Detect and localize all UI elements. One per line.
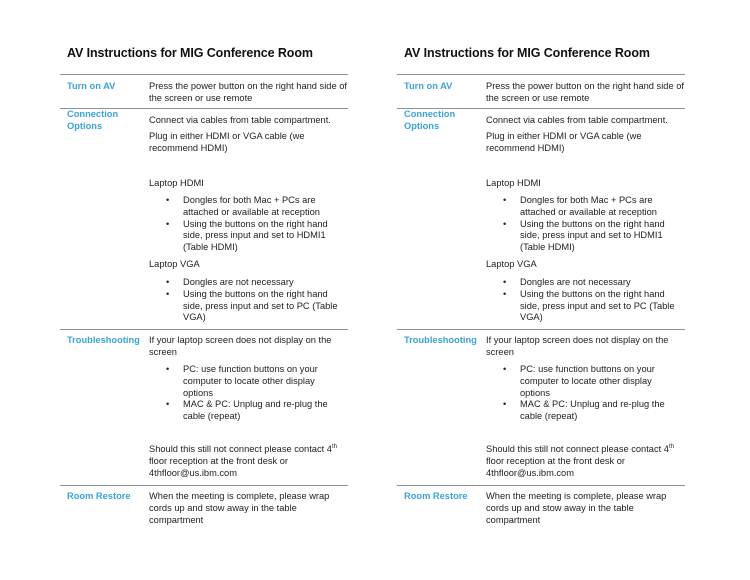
- laptop-vga-heading: Laptop VGA: [486, 259, 537, 269]
- contact-text: [149, 444, 349, 479]
- list-item: • PC: use function buttons on your computer to locate other display options: [166, 364, 346, 399]
- connection-options-label: [67, 109, 118, 132]
- room-restore-label: Room Restore: [67, 491, 131, 501]
- troubleshooting-label: Troubleshooting: [404, 335, 477, 345]
- list-item: • Using the buttons on the right hand side, press input and set to PC (Table VGA): [166, 289, 346, 324]
- contact-text-pre: Should this still not connect please contact 4: [486, 444, 669, 454]
- troubleshooting-text: If your laptop screen does not display on the screen: [149, 335, 332, 357]
- turn-on-av-label: Turn on AV: [67, 81, 116, 91]
- connection-text-1: Connect via cables from table compartment.: [486, 115, 668, 125]
- troubleshooting-text: If your laptop screen does not display on the screen: [486, 335, 669, 357]
- divider: [60, 74, 348, 75]
- list-item: • Dongles for both Mac + PCs are attached or available at reception: [166, 195, 346, 219]
- list-item: • Using the buttons on the right hand side, press input and set to HDMI1 (Table HDMI): [503, 219, 683, 254]
- hdmi-bullet-list: [166, 195, 346, 254]
- contact-text-sup: th: [331, 443, 337, 450]
- connection-options-label-line2: Options: [404, 120, 440, 131]
- divider: [60, 485, 348, 486]
- divider: [60, 329, 348, 330]
- connection-text-2: Plug in either HDMI or VGA cable (we recommend HDMI): [486, 131, 642, 153]
- contact-text: [486, 444, 686, 479]
- contact-text-post: floor reception at the front desk or 4thfloor@us.ibm.com: [486, 455, 626, 478]
- connection-text-2: Plug in either HDMI or VGA cable (we recommend HDMI): [149, 131, 305, 153]
- connection-text-1: Connect via cables from table compartment.: [149, 115, 331, 125]
- hdmi-bullet-list: [503, 195, 683, 254]
- connection-options-label-line2: Options: [67, 120, 103, 131]
- card-title: AV Instructions for MIG Conference Room: [67, 46, 313, 60]
- laptop-hdmi-heading: Laptop HDMI: [486, 178, 541, 188]
- list-item: • Using the buttons on the right hand side, press input and set to HDMI1 (Table HDMI): [166, 219, 346, 254]
- list-item: • MAC & PC: Unplug and re-plug the cable (repeat): [503, 399, 683, 423]
- contact-text-post: floor reception at the front desk or 4thfloor@us.ibm.com: [149, 455, 289, 478]
- list-item: • Dongles are not necessary: [503, 277, 683, 289]
- contact-text-sup: th: [668, 443, 674, 450]
- connection-options-label-line1: Connection: [404, 109, 456, 119]
- turn-on-av-label: Turn on AV: [404, 81, 453, 91]
- troubleshooting-bullet-list: [166, 364, 346, 423]
- list-item: • Dongles for both Mac + PCs are attached or available at reception: [503, 195, 683, 219]
- list-item: • Using the buttons on the right hand side, press input and set to PC (Table VGA): [503, 289, 683, 324]
- divider: [397, 74, 685, 75]
- card-title: AV Instructions for MIG Conference Room: [404, 46, 650, 60]
- vga-bullet-list: [503, 277, 683, 324]
- troubleshooting-label: Troubleshooting: [67, 335, 140, 345]
- turn-on-av-text: Press the power button on the right hand side of the screen or use remote: [149, 81, 347, 103]
- connection-options-label: [404, 109, 455, 132]
- room-restore-text: When the meeting is complete, please wrap cords up and stow away in the table compartment: [149, 491, 330, 525]
- room-restore-text: When the meeting is complete, please wrap cords up and stow away in the table compartment: [486, 491, 667, 525]
- connection-options-label-line1: Connection: [67, 109, 119, 119]
- contact-text-pre: Should this still not connect please contact 4: [149, 444, 332, 454]
- list-item: • PC: use function buttons on your computer to locate other display options: [503, 364, 683, 399]
- turn-on-av-text: Press the power button on the right hand side of the screen or use remote: [486, 81, 684, 103]
- troubleshooting-bullet-list: [503, 364, 683, 423]
- list-item: • Dongles are not necessary: [166, 277, 346, 289]
- laptop-hdmi-heading: Laptop HDMI: [149, 178, 204, 188]
- laptop-vga-heading: Laptop VGA: [149, 259, 200, 269]
- list-item: • MAC & PC: Unplug and re-plug the cable (repeat): [166, 399, 346, 423]
- vga-bullet-list: [166, 277, 346, 324]
- room-restore-label: Room Restore: [404, 491, 468, 501]
- divider: [397, 485, 685, 486]
- divider: [397, 329, 685, 330]
